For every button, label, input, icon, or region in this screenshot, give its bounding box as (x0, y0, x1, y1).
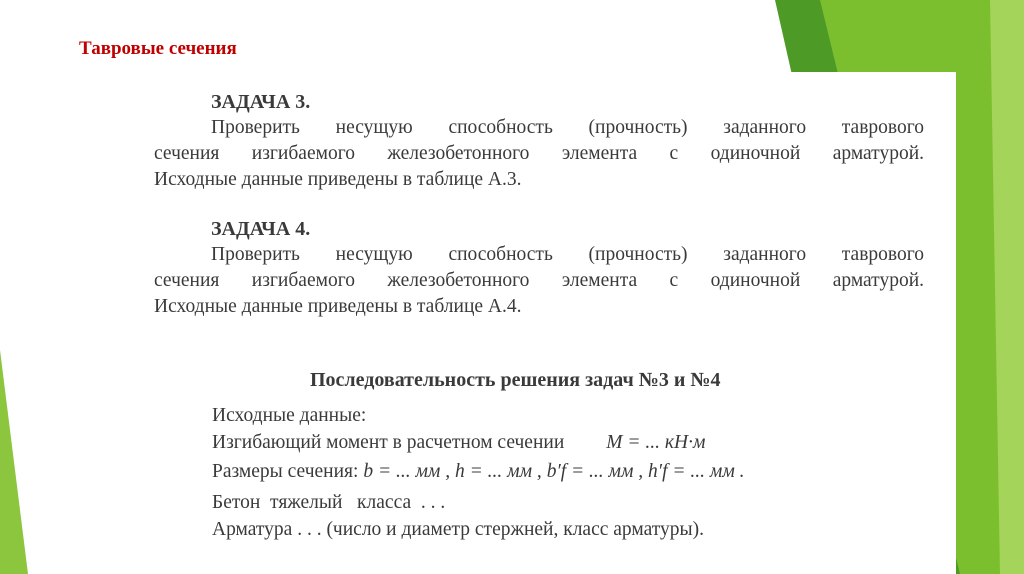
task4-line-1: Проверить несущую способность (прочность) заданного таврового (211, 244, 924, 265)
green-wedge-left (0, 350, 28, 574)
slide-title: Тавровые сечения (79, 38, 237, 59)
task4-line-3: Исходные данные приведены в таблице А.4. (154, 296, 522, 317)
task3-text (154, 115, 924, 193)
moment-line (212, 432, 705, 454)
dim-bf: b′f = ... мм , (546, 461, 644, 482)
dim-b: b = ... мм , (363, 461, 451, 482)
dim-h: h = ... мм , (455, 461, 542, 482)
task4-line-2: сечения изгибаемого железобетонного элемента с одиночной арматурой. (154, 270, 924, 291)
task3-line-1: Проверить несущую способность (прочность) заданного таврового (211, 117, 924, 138)
task3-line-3: Исходные данные приведены в таблице А.3. (154, 169, 522, 190)
task3-line-2: сечения изгибаемого железобетонного элемента с одиночной арматурой. (154, 143, 924, 164)
concrete-line: Бетон тяжелый класса . . . (212, 492, 446, 513)
solution-title: Последовательность решения задач №3 и №4 (310, 369, 721, 391)
scanned-document (104, 72, 956, 574)
dimensions-label: Размеры сечения: (212, 461, 359, 482)
moment-label: Изгибающий момент в расчетном сечении (212, 432, 565, 453)
dimensions-line (212, 461, 745, 483)
initial-data-label: Исходные данные: (212, 405, 367, 426)
reinforcement-line: Арматура . . . (число и диаметр стержней, класс арматуры). (212, 519, 704, 540)
task3-heading: ЗАДАЧА 3. (211, 91, 311, 113)
task4-heading: ЗАДАЧА 4. (211, 218, 311, 240)
dim-hf: h′f = ... мм . (648, 461, 745, 482)
task4-text (154, 242, 924, 320)
moment-value: M = ... кН·м (606, 432, 706, 453)
